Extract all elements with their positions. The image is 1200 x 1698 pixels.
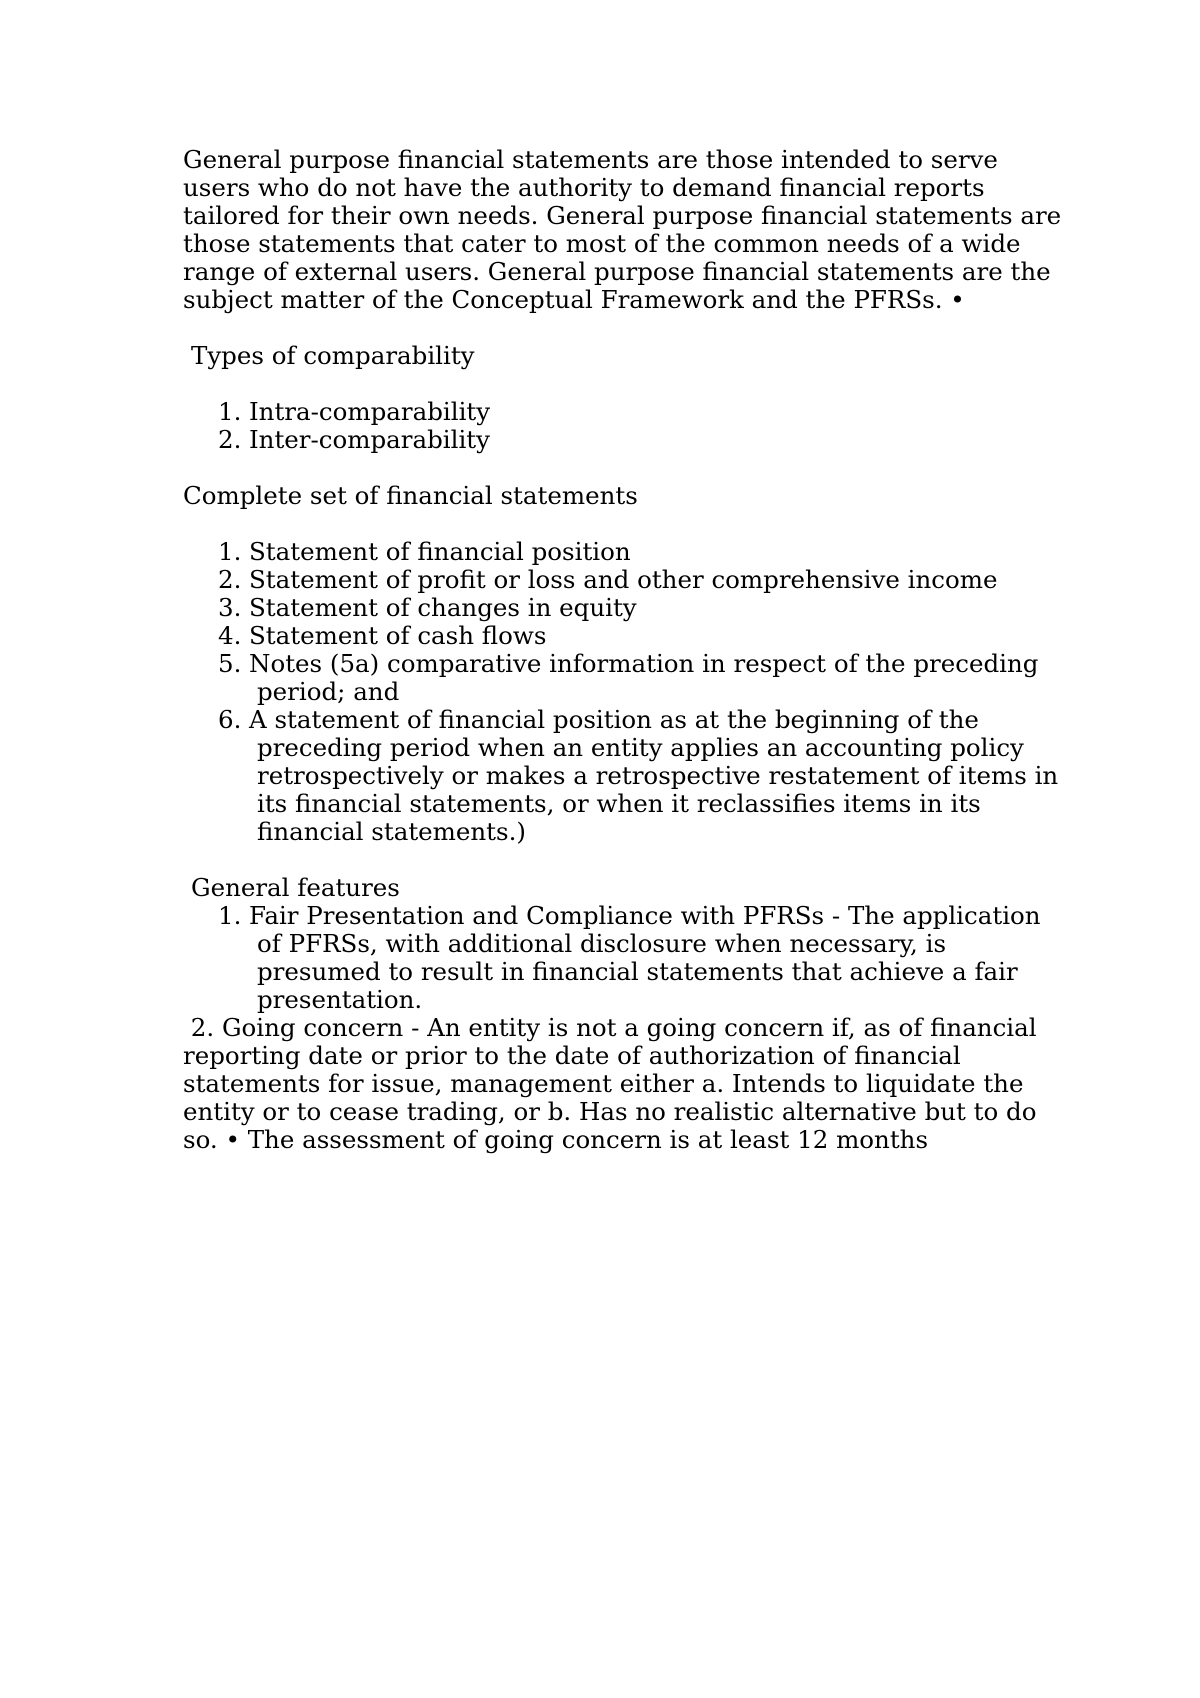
list-text: Statement of profit or loss and other comprehensive income xyxy=(249,565,998,594)
list-item xyxy=(183,594,1063,622)
list-text: Statement of cash flows xyxy=(249,621,547,650)
list-number: 1. xyxy=(218,397,242,426)
list-item xyxy=(183,538,1063,566)
list-text: Inter-comparability xyxy=(249,425,490,454)
list-text: Statement of changes in equity xyxy=(249,593,637,622)
complete-set-heading: Complete set of financial statements xyxy=(183,481,638,510)
list-number: 1. xyxy=(218,901,242,930)
comparability-list xyxy=(183,398,1063,454)
list-text: Intra-comparability xyxy=(249,397,491,426)
list-item xyxy=(183,622,1063,650)
intro-paragraph: General purpose financial statements are those intended to serve users who do not have the authority to demand financial reports tailored for their own needs. General purpose financial statements are those statements that cater to most of the common needs of a wide range of external users. General purpose financial statements are the subject matter of the Conceptual Framework and the PFRSs. • xyxy=(183,145,1062,314)
list-text: Statement of financial position xyxy=(249,537,631,566)
list-number: 1. xyxy=(218,537,242,566)
list-item xyxy=(183,902,1063,1014)
list-item xyxy=(183,706,1063,846)
list-number: 4. xyxy=(218,621,242,650)
comparability-heading: Types of comparability xyxy=(191,341,475,370)
general-features-heading: General features xyxy=(191,873,400,902)
list-item xyxy=(183,398,1063,426)
list-number: 3. xyxy=(218,593,242,622)
list-item xyxy=(183,426,1063,454)
list-item xyxy=(183,566,1063,594)
general-features-list xyxy=(183,902,1063,1014)
list-number: 2. xyxy=(218,565,242,594)
list-number: 2. xyxy=(218,425,242,454)
list-text: Notes (5a) comparative information in respect of the preceding period; and xyxy=(249,649,1039,706)
list-text: A statement of financial position as at the beginning of the preceding period when an entity applies an accounting policy retrospectively or makes a retrospective restatement of items in its financial statements, or when it reclassifies items in its financial statements.) xyxy=(249,705,1059,846)
going-concern-paragraph xyxy=(177,1014,1063,1154)
list-number: 5. xyxy=(218,649,242,678)
document-page xyxy=(183,146,1063,1154)
complete-set-list xyxy=(183,538,1063,846)
going-concern-text: 2. Going concern - An entity is not a going concern if, as of financial reporting date or prior to the date of authorization of financial statements for issue, management either a. Intends to liquidate the entity or to cease trading, or b. Has no realistic alternative but to do so. • The assessment of going concern is at least 12 months xyxy=(183,1013,1037,1154)
list-text: Fair Presentation and Compliance with PFRSs - The application of PFRSs, with additional disclosure when necessary, is presumed to result in financial statements that achieve a fair presentation. xyxy=(249,901,1041,1014)
list-item xyxy=(183,650,1063,706)
list-number: 6. xyxy=(218,705,242,734)
